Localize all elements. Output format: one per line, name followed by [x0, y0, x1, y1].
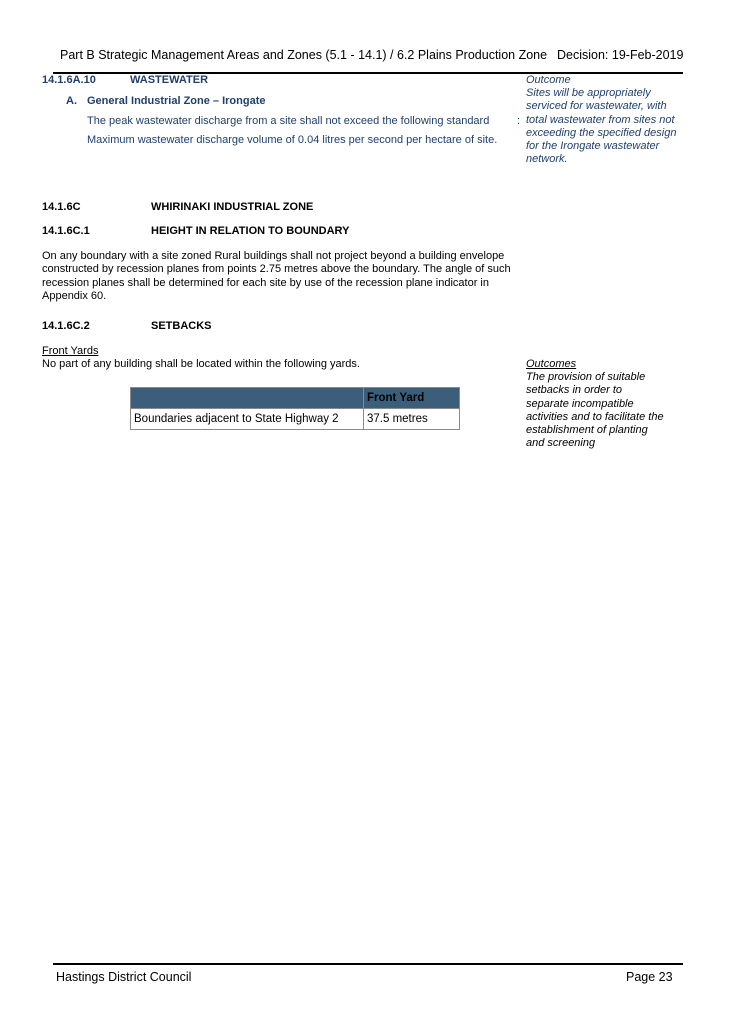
table-cell: 37.5 metres	[364, 409, 460, 430]
section-heading-setbacks: SETBACKS	[151, 320, 212, 332]
header-decision: Decision: 19-Feb-2019	[557, 48, 684, 62]
section-heading-wastewater: WASTEWATER	[130, 74, 209, 86]
outcome-heading: Outcome	[526, 74, 571, 86]
table-header-cell: Front Yard	[364, 388, 460, 409]
front-yards-text: No part of any building shall be located within the following yards.	[42, 358, 360, 370]
section-number-zone: 14.1.6C	[42, 201, 81, 213]
outcomes-heading: Outcomes	[526, 358, 577, 370]
paragraph-line: On any boundary with a site zoned Rural buildings shall not project beyond a building envelope	[42, 250, 505, 262]
section-number-setbacks: 14.1.6C.2	[42, 320, 90, 332]
paragraph-line: constructed by recession planes from points 2.75 metres above the boundary. The angle of such	[42, 263, 511, 276]
outcome-line: total wastewater from sites not	[526, 113, 675, 126]
subsection-letter: A.	[66, 95, 77, 107]
wastewater-rule-colon: :	[517, 115, 521, 127]
wastewater-rule-line-1: The peak wastewater discharge from a site shall not exceed the following standard	[87, 115, 490, 127]
section-heading-height: HEIGHT IN RELATION TO BOUNDARY	[151, 225, 350, 237]
setbacks-outcomes	[526, 358, 686, 450]
header-title: Part B Strategic Management Areas and Zones (5.1 - 14.1) / 6.2 Plains Production Zone	[60, 48, 548, 62]
front-yards-label: Front Yards	[42, 345, 99, 357]
footer-page-number: Page 23	[626, 970, 673, 984]
table-row	[131, 409, 460, 430]
outcome-line: separate incompatible	[526, 397, 634, 410]
subsection-heading: General Industrial Zone – Irongate	[87, 95, 266, 107]
paragraph-line: Appendix 60.	[42, 290, 107, 303]
outcome-line: activities and to facilitate the	[526, 410, 664, 423]
front-yard-table	[130, 387, 460, 430]
paragraph-line: recession planes shall be determined for each site by use of the recession plane indicator in	[42, 276, 489, 289]
height-paragraph	[42, 250, 522, 304]
footer-org: Hastings District Council	[56, 970, 192, 984]
outcome-line: exceeding the specified design	[526, 126, 677, 139]
outcome-line: Sites will be appropriately	[526, 87, 651, 100]
table-header-cell	[131, 388, 364, 409]
wastewater-rule-line-2: Maximum wastewater discharge volume of 0.04 litres per second per hectare of site.	[87, 134, 498, 146]
section-number-wastewater: 14.1.6A.10	[42, 74, 96, 86]
section-heading-zone: WHIRINAKI INDUSTRIAL ZONE	[151, 201, 314, 213]
footer-rule	[53, 963, 683, 965]
outcome-line: for the Irongate wastewater	[526, 140, 660, 153]
section-number-height: 14.1.6C.1	[42, 225, 90, 237]
outcome-line: The provision of suitable	[526, 371, 646, 384]
wastewater-outcome	[526, 74, 686, 166]
outcome-line: serviced for wastewater, with	[526, 100, 667, 113]
outcome-line: and screening	[526, 437, 596, 450]
outcome-line: setbacks in order to	[526, 384, 622, 397]
table-cell: Boundaries adjacent to State Highway 2	[131, 409, 364, 430]
outcome-line: network.	[526, 153, 568, 166]
table-header-row	[131, 388, 460, 409]
outcome-line: establishment of planting	[526, 424, 648, 437]
